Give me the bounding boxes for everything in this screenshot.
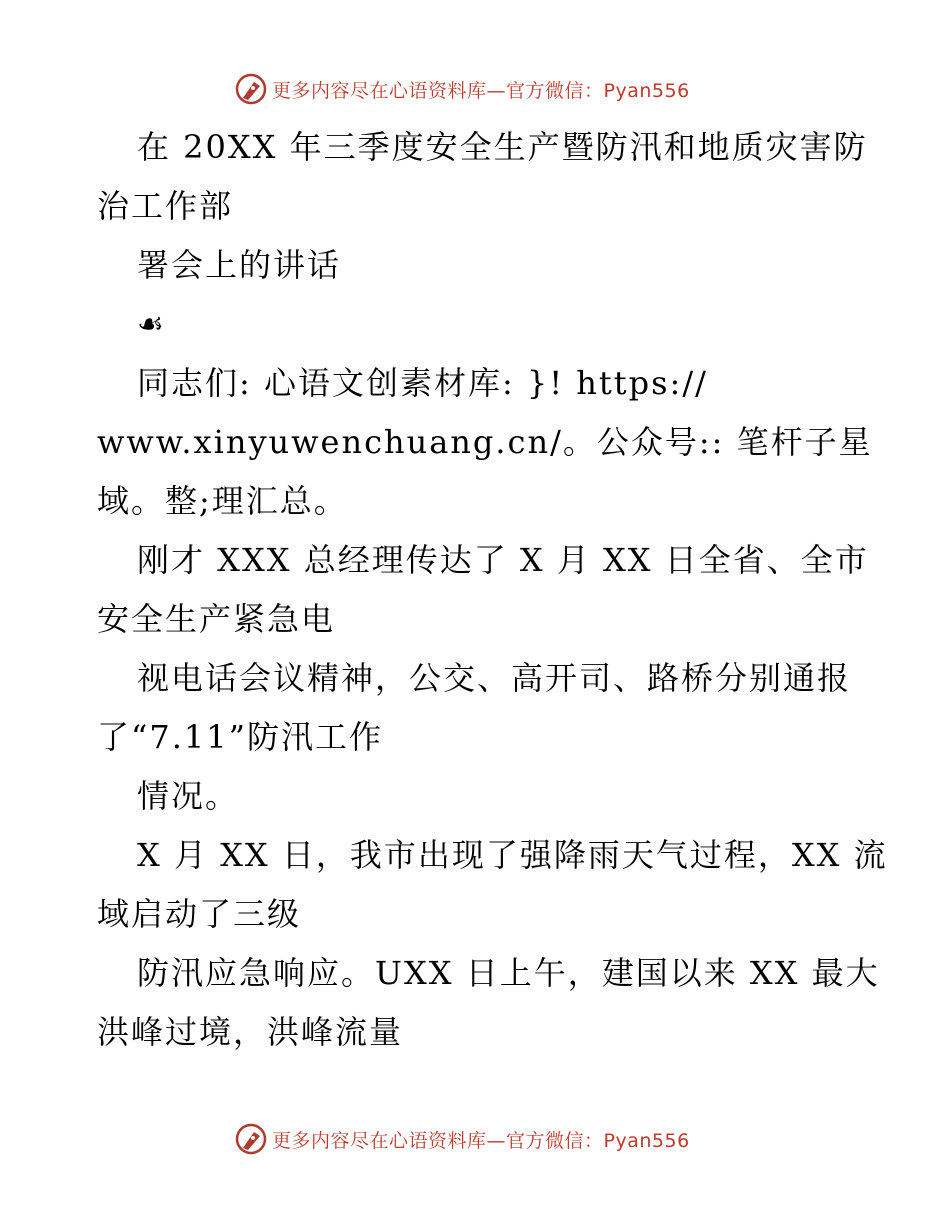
body-line: 刚才 XXX 总经理传达了 X 月 XX 日全省、全市 [137, 541, 869, 579]
body-line: 治工作部 [97, 187, 234, 225]
footer-banner-text: 更多内容尽在心语资料库—官方微信：Pyan556 [272, 1129, 690, 1152]
body-line: 防汛应急响应。UXX 日上午，建国以来 XX 最大 [137, 954, 880, 992]
body-line: www.xinyuwenchuang.cn/。公众号:: 笔杆子星 [97, 423, 873, 461]
body-line: 在 20XX 年三季度安全生产暨防汛和地质灾害防 [137, 128, 868, 166]
body-line: 情况。 [137, 777, 240, 815]
header-banner [0, 70, 950, 110]
footer-banner [0, 1120, 950, 1160]
body-line: 了“7.11”防汛工作 [97, 718, 383, 756]
body-line: 同志们: 心语文创素材库: }! https:// [137, 364, 708, 402]
body-line: X 月 XX 日，我市出现了强降雨天气过程，XX 流 [137, 836, 888, 874]
body-line: 署会上的讲话 [137, 246, 342, 284]
header-banner-text: 更多内容尽在心语资料库—官方微信：Pyan556 [272, 79, 690, 102]
floral-heart-icon: ☙ [137, 307, 166, 342]
pen-nib-logo-icon [234, 1122, 268, 1156]
body-line: 安全生产紧急电 [97, 600, 336, 638]
document-body [97, 118, 888, 1062]
body-line: 视电话会议精神，公交、高开司、路桥分别通报 [137, 659, 852, 697]
body-line: 洪峰过境，洪峰流量 [97, 1013, 404, 1051]
pen-nib-logo-icon [234, 72, 268, 106]
body-line: 域。整;理汇总。 [97, 482, 348, 520]
body-line: 域启动了三级 [97, 895, 302, 933]
